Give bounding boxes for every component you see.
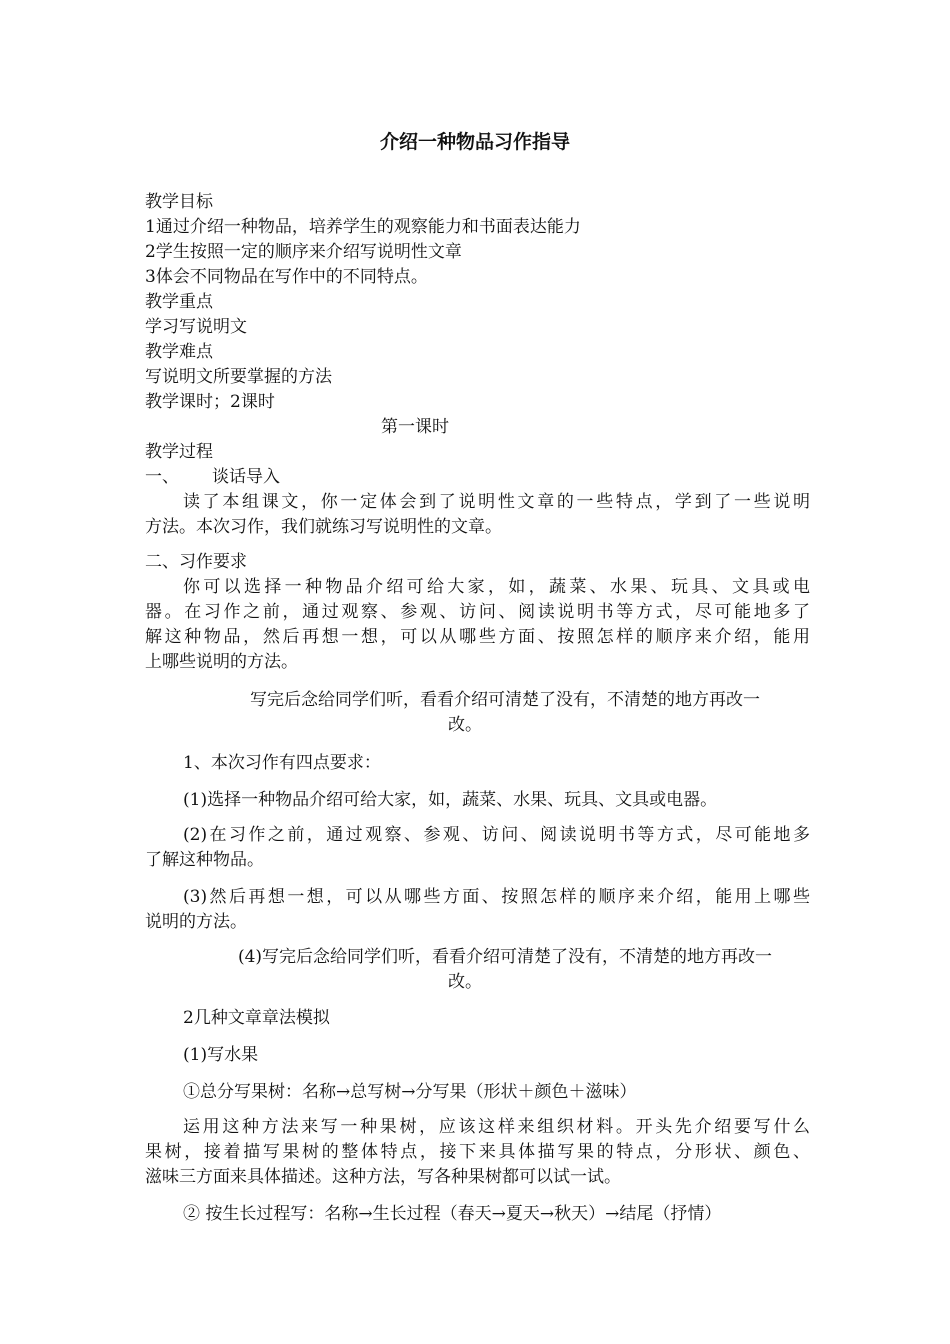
goal-item-3: 3体会不同物品在写作中的不同特点。 [145,267,428,287]
methods-heading: 2几种文章章法模拟 [183,1008,330,1028]
requirement-2-line-2: 了解这种物品。 [145,850,264,870]
requirements-heading: 1、本次习作有四点要求： [183,753,381,773]
requirement-4-line-1: (4)写完后念给同学们听，看看介绍可清楚了没有，不清楚的地方再改一 [237,947,773,967]
requirement-2-line-1: (2)在习作之前，通过观察、参观、访问、阅读说明书等方式，尽可能地多 [183,825,810,845]
section-2-paragraph-line-6: 改。 [448,715,482,735]
section-1-paragraph-line-2: 方法。本次习作，我们就练习写说明性的文章。 [145,517,502,537]
goal-item-2: 2学生按照一定的顺序来介绍写说明性文章 [145,242,462,262]
key-point-heading: 教学重点 [145,292,213,312]
method-1-title: ①总分写果树：名称→总写树→分写果（形状＋颜色＋滋味） [183,1082,637,1102]
goals-heading: 教学目标 [145,192,213,212]
section-1-number: 一、 [145,467,179,487]
section-1-paragraph-line-1: 读了本组课文，你一定体会到了说明性文章的一些特点，学到了一些说明 [183,492,810,512]
key-point-text: 学习写说明文 [145,317,247,337]
section-2-heading: 二、习作要求 [145,552,247,572]
method-2-title: ② 按生长过程写：名称→生长过程（春天→夏天→秋天）→结尾（抒情） [183,1204,722,1224]
method-1-paragraph-line-3: 滋味三方面来具体描述。这种方法，写各种果树都可以试一试。 [145,1167,621,1187]
requirement-3-line-2: 说明的方法。 [145,912,247,932]
section-1-title: 谈话导入 [212,467,280,487]
requirement-1: (1)选择一种物品介绍可给大家，如，蔬菜、水果、玩具、文具或电器。 [183,790,718,810]
section-1-heading [145,465,810,490]
requirement-3-line-1: (3)然后再想一想，可以从哪些方面、按照怎样的顺序来介绍，能用上哪些 [183,887,810,907]
process-heading: 教学过程 [145,442,213,462]
method-1-paragraph-line-2: 果树，接着描写果树的整体特点，接下来具体描写果的特点，分形状、颜色、 [145,1142,810,1162]
methods-subheading-fruit: (1)写水果 [183,1045,259,1065]
method-1-paragraph-line-1: 运用这种方法来写一种果树，应该这样来组织材料。开头先介绍要写什么 [183,1117,810,1137]
section-2-paragraph-line-3: 解这种物品，然后再想一想，可以从哪些方面、按照怎样的顺序来介绍，能用 [145,627,810,647]
requirement-4-line-2: 改。 [448,972,482,992]
goal-item-1: 1通过介绍一种物品，培养学生的观察能力和书面表达能力 [145,217,581,237]
difficulty-text: 写说明文所要掌握的方法 [145,367,332,387]
class-hours: 教学课时；2课时 [145,392,275,412]
difficulty-heading: 教学难点 [145,342,213,362]
section-2-paragraph-line-1: 你可以选择一种物品介绍可给大家，如，蔬菜、水果、玩具、文具或电 [183,577,810,597]
section-2-paragraph-line-5: 写完后念给同学们听，看看介绍可清楚了没有，不清楚的地方再改一 [250,690,760,710]
lesson-title: 第一课时 [381,417,449,437]
section-2-paragraph-line-2: 器。在习作之前，通过观察、参观、访问、阅读说明书等方式，尽可能地多了 [145,602,810,622]
section-2-paragraph-line-4: 上哪些说明的方法。 [145,652,298,672]
document-title: 介绍一种物品习作指导 [379,131,570,153]
